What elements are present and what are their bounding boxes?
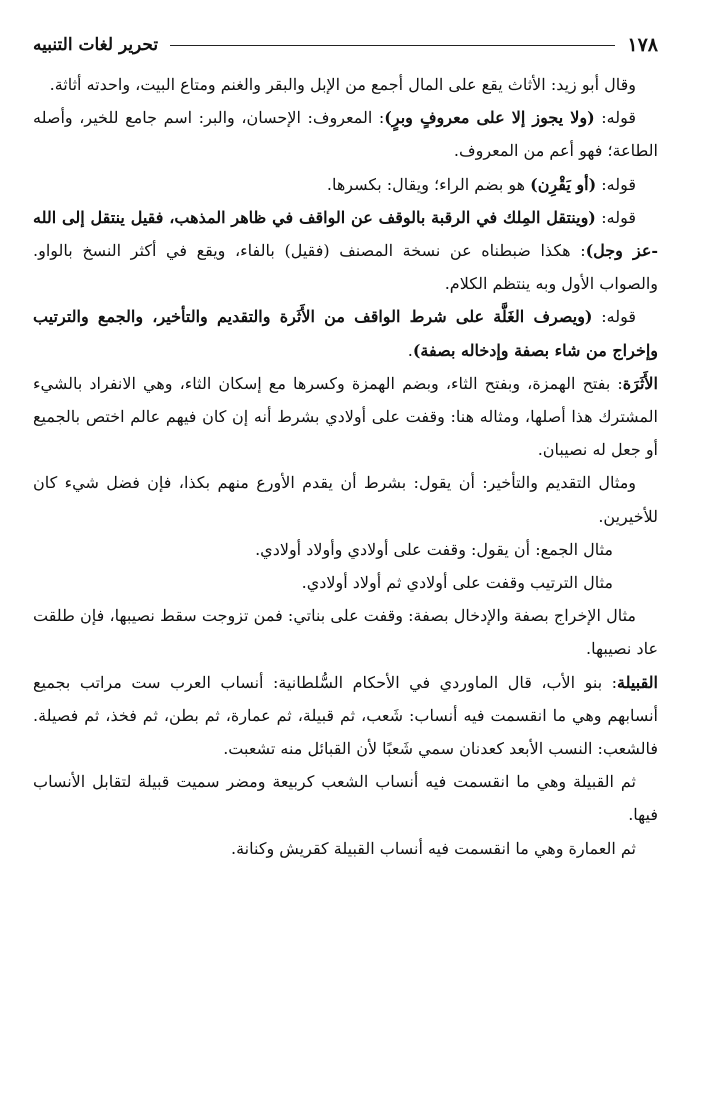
bold-quote: (وينتقل المِلك في الرقبة بالوقف عن الواقف في ظاهر المذهب، فقيل ينتقل إلى الله -عز وجل) bbox=[33, 207, 659, 261]
paragraph bbox=[33, 666, 658, 766]
text-run: قوله: bbox=[595, 207, 636, 227]
paragraph bbox=[33, 765, 658, 831]
text-run: هو بضم الراء؛ ويقال: بكسرها. bbox=[326, 174, 531, 194]
page-number: ١٧٨ bbox=[627, 34, 658, 56]
header-rule bbox=[170, 45, 615, 46]
text-run: قوله: bbox=[592, 307, 637, 327]
paragraph bbox=[33, 566, 658, 599]
text-run: : هكذا ضبطناه عن نسخة المصنف (فقيل) بالفاء، ويقع في أكثر النسخ بالواو. والصواب الأول وبه ينتظم الكلام. bbox=[33, 241, 658, 294]
text-run: : بفتح الهمزة، وبفتح الثاء، وبضم الهمزة وكسرها مع إسكان الثاء، وهي الانفراد بالشيء المشترك هذا أصلها، ومثاله هنا: وقفت على أولادي بشرط أنه إن كان فيهم عالم اختص بالجميع أو جعل له نصيبان. bbox=[33, 373, 659, 460]
bold-quote: (أو يَقْرِن) bbox=[530, 174, 597, 194]
paragraph bbox=[33, 68, 658, 101]
bold-quote: (ويصرف الغَلَّة على شرط الواقف من الأَثَرة والتقديم والتأخير، والجمع والترتيب وإخراج من شاء بصفة وإدخاله بصفة) bbox=[33, 307, 658, 360]
text-run: مثال الترتيب وقفت على أولادي ثم أولاد أولادي. bbox=[301, 573, 613, 593]
bold-quote: (ولا يجوز إلا على معروفٍ وبرٍ) bbox=[384, 108, 595, 128]
text-run: ثم العمارة وهي ما انقسمت فيه أنساب القبيلة كقريش وكنانة. bbox=[231, 838, 636, 858]
paragraph bbox=[33, 168, 658, 201]
paragraph bbox=[33, 300, 658, 366]
bold-quote: الأَثَرَة bbox=[622, 373, 658, 393]
text-run: مثال الإخراج بصفة والإدخال بصفة: وقفت على بناتي: فمن تزوجت سقط نصيبها، فإن طلقت عاد نصيبها. bbox=[33, 606, 658, 659]
body-text bbox=[33, 68, 658, 865]
paragraph bbox=[33, 533, 658, 566]
text-run: وقال أبو زيد: الأثاث يقع على المال أجمع من الإبل والبقر والغنم ومتاع البيت، واحدته أثاثة. bbox=[49, 75, 636, 94]
text-run: مثال الجمع: أن يقول: وقفت على أولادي وأولاد أولادي. bbox=[255, 539, 613, 559]
text-run: ومثال التقديم والتأخير: أن يقول: بشرط أن يقدم الأورع منهم بكذا، فإن فضل شيء كان للأخيرين. bbox=[33, 473, 658, 526]
text-run: قوله: bbox=[596, 174, 636, 194]
paragraph bbox=[33, 832, 658, 865]
bold-quote: القبيلة bbox=[617, 672, 658, 692]
paragraph bbox=[33, 599, 658, 665]
text-run: . bbox=[407, 340, 413, 360]
running-header bbox=[33, 30, 658, 60]
text-run: قوله: bbox=[594, 108, 637, 128]
running-title: تحرير لغات التنبيه bbox=[33, 35, 159, 55]
paragraph bbox=[33, 466, 658, 532]
paragraph bbox=[33, 367, 658, 467]
text-run: : المعروف: الإحسان، والبر: اسم جامع للخير، وأصله الطاعة؛ فهو أعم من المعروف. bbox=[33, 108, 658, 161]
paragraph bbox=[33, 101, 658, 167]
paragraph bbox=[33, 201, 658, 301]
text-run: : بنو الأب، قال الماوردي في الأحكام السُّلطانية: أنساب العرب ست مراتب بجميع أنسابهم وهي ما انقسمت فيه أنساب: شَعب، ثم قبيلة، ثم عمارة، ثم بطن، ثم فخذ، ثم فصيلة. فالشعب: النسب الأبعد كعدنان سمي شَعبًا لأن القبائل منه تشعبت. bbox=[33, 672, 658, 759]
text-run: ثم القبيلة وهي ما انقسمت فيه أنساب الشعب كربيعة ومضر سميت قبيلة لتقابل الأنساب فيها. bbox=[33, 772, 658, 825]
